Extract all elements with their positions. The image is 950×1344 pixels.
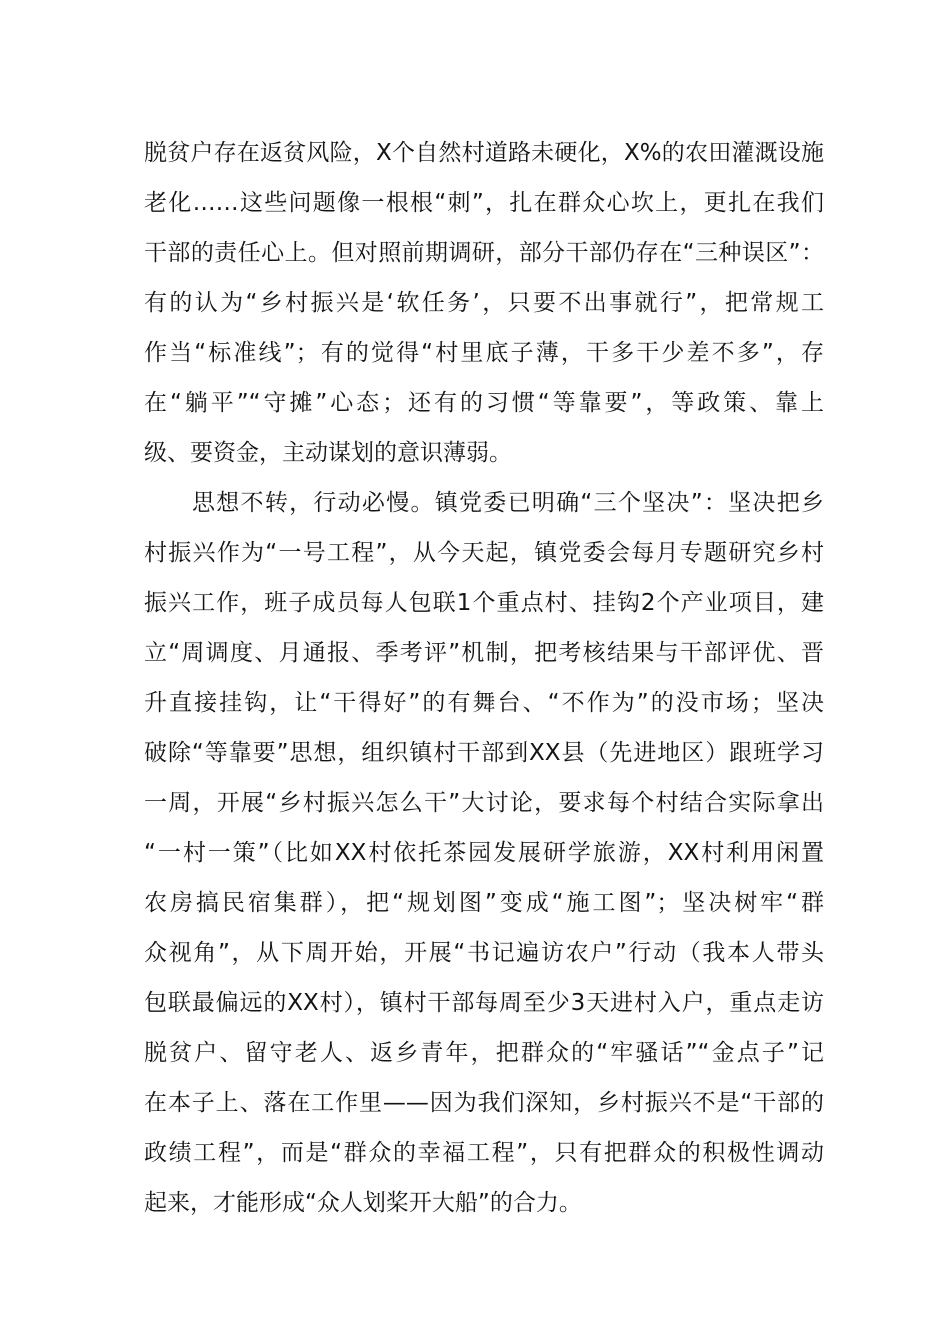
text-line: 一周，开展“乡村振兴怎么干”大讨论，要求每个村结合实际拿出 — [144, 790, 824, 816]
text-line: 在“躺平”“守摊”心态；还有的习惯“等靠要”，等政策、靠上 — [144, 390, 824, 416]
text-line: 村振兴作为“一号工程”，从今天起，镇党委会每月专题研究乡村 — [144, 540, 824, 566]
text-line: 有的认为“乡村振兴是‘软任务’，只要不出事就行”，把常规工 — [144, 290, 824, 316]
text-line: 振兴工作，班子成员每人包联1个重点村、挂钩2个产业项目，建 — [144, 590, 824, 616]
text-line: 政绩工程”，而是“群众的幸福工程”，只有把群众的积极性调动 — [144, 1140, 824, 1166]
text-line: 脱贫户、留守老人、返乡青年，把群众的“牢骚话”“金点子”记 — [144, 1040, 824, 1066]
paragraph-2 — [144, 478, 824, 1228]
text-line: 干部的责任心上。但对照前期调研，部分干部仍存在“三种误区”： — [144, 240, 824, 266]
text-line: 农房搞民宿集群），把“规划图”变成“施工图”；坚决树牢“群 — [144, 890, 824, 916]
paragraph-1 — [144, 128, 824, 478]
text-line: 升直接挂钩，让“干得好”的有舞台、“不作为”的没市场；坚决 — [144, 690, 824, 716]
document-body — [144, 128, 824, 1228]
text-line: 级、要资金，主动谋划的意识薄弱。 — [144, 440, 512, 466]
text-line: “一村一策”（比如XX村依托茶园发展研学旅游，XX村利用闲置 — [144, 840, 824, 866]
text-line: 起来，才能形成“众人划桨开大船”的合力。 — [144, 1190, 582, 1216]
text-line: 立“周调度、月通报、季考评”机制，把考核结果与干部评优、晋 — [144, 640, 824, 666]
text-line: 众视角”，从下周开始，开展“书记遍访农户”行动（我本人带头 — [144, 940, 824, 966]
text-line: 老化……这些问题像一根根“刺”，扎在群众心坎上，更扎在我们 — [144, 190, 824, 216]
text-line: 脱贫户存在返贫风险，X个自然村道路未硬化，X%的农田灌溉设施 — [144, 140, 824, 166]
text-line: 作当“标准线”；有的觉得“村里底子薄，干多干少差不多”，存 — [144, 340, 824, 366]
text-line: 在本子上、落在工作里——因为我们深知，乡村振兴不是“干部的 — [144, 1090, 824, 1116]
text-line: 破除“等靠要”思想，组织镇村干部到XX县（先进地区）跟班学习 — [144, 740, 824, 766]
text-line: 思想不转，行动必慢。镇党委已明确“三个坚决”：坚决把乡 — [192, 490, 824, 516]
text-line: 包联最偏远的XX村），镇村干部每周至少3天进村入户，重点走访 — [144, 990, 824, 1016]
